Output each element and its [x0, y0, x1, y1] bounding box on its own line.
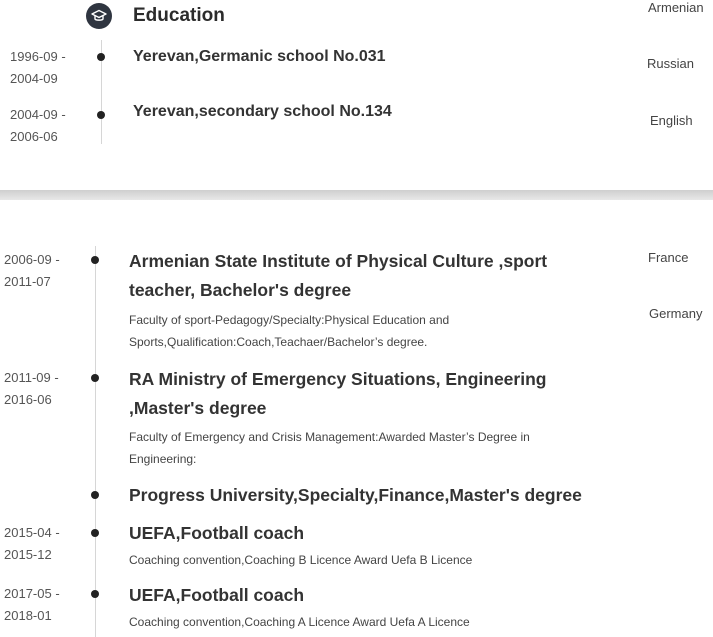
timeline-dot — [91, 529, 99, 537]
timeline-dot — [97, 53, 105, 61]
timeline-dot — [91, 491, 99, 499]
entry-date: 1996-09 - 2004-09 — [10, 49, 66, 86]
section-title: Education — [133, 5, 225, 26]
entry-title: RA Ministry of Emergency Situations, Engineering ,Master's degree — [129, 369, 547, 418]
entry-description: Coaching convention,Coaching A Licence Award Uefa A Licence — [129, 615, 470, 629]
entry-title: Yerevan,Germanic school No.031 — [133, 48, 386, 65]
education-header-block — [0, 0, 713, 190]
entry-date: 2004-09 - 2006-06 — [10, 107, 66, 144]
entry-date: 2015-04 - 2015-12 — [4, 525, 60, 562]
graduation-cap-icon — [86, 3, 112, 29]
education-entries-block — [0, 200, 713, 637]
timeline-dot — [91, 256, 99, 264]
language-item: Germany — [649, 306, 703, 321]
language-item: Armenian — [648, 0, 704, 15]
entry-title: Yerevan,secondary school No.134 — [133, 103, 392, 120]
entry-description: Faculty of Emergency and Crisis Management:Awarded Master’s Degree in Engineering: — [129, 430, 530, 466]
language-item: France — [648, 250, 689, 265]
entry-date: 2017-05 - 2018-01 — [4, 586, 60, 623]
entry-date: 2006-09 - 2011-07 — [4, 252, 60, 289]
entry-description: Faculty of sport-Pedagogy/Specialty:Physical Education and Sports,Qualification:Coach,Teachaer/Bachelor’s degree. — [129, 313, 450, 349]
entry-description: Coaching convention,Coaching B Licence Award Uefa B Licence — [129, 553, 473, 567]
entry-date: 2011-09 - 2016-06 — [4, 370, 59, 407]
timeline-dot — [91, 590, 99, 598]
timeline-line — [95, 246, 96, 637]
entry-title: Progress University,Specialty,Finance,Master's degree — [129, 485, 582, 505]
timeline-dot — [91, 374, 99, 382]
entry-title: UEFA,Football coach — [129, 523, 305, 543]
entry-title: UEFA,Football coach — [129, 585, 305, 605]
section-divider — [0, 190, 713, 200]
language-item: English — [650, 113, 693, 128]
language-item: Russian — [647, 56, 694, 71]
timeline-dot — [97, 111, 105, 119]
entry-title: Armenian State Institute of Physical Culture ,sport teacher, Bachelor's degree — [129, 251, 548, 300]
